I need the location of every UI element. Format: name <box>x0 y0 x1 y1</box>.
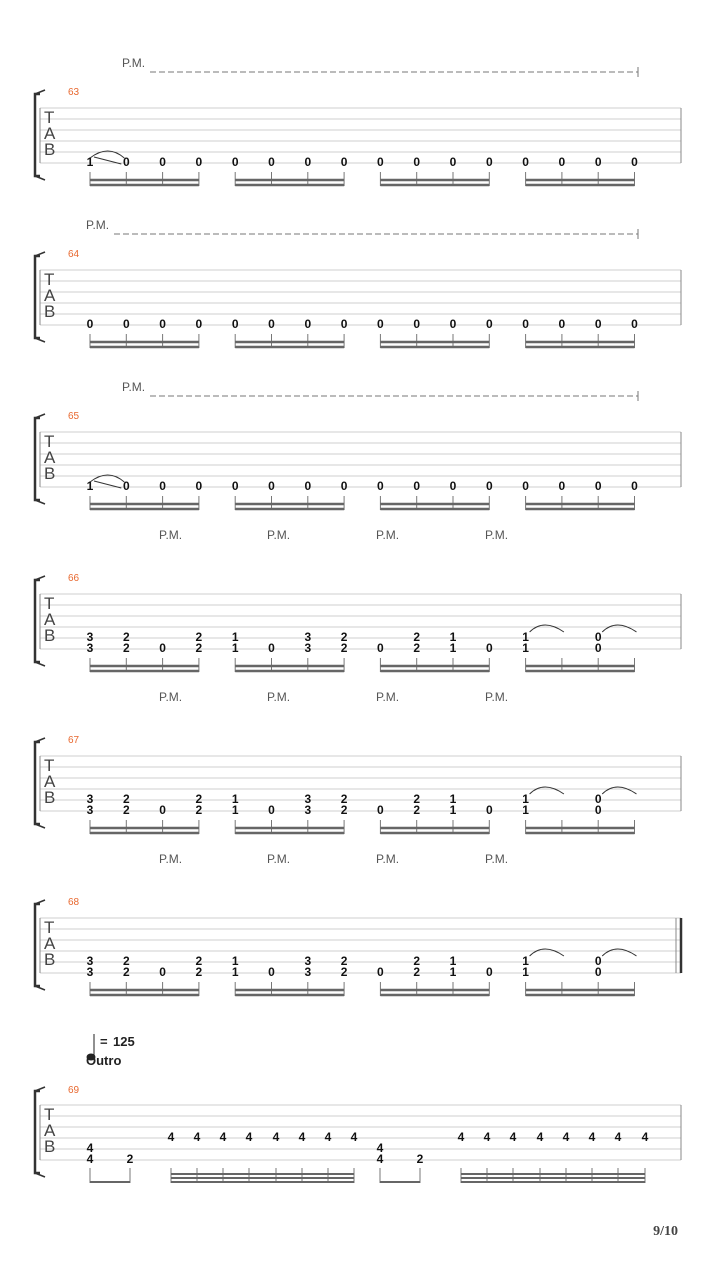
fret-number: 2 <box>340 954 348 968</box>
fret-number: 0 <box>122 155 130 169</box>
fret-number: 0 <box>413 155 421 169</box>
tie-arc <box>530 949 564 956</box>
fret-number: 2 <box>413 954 421 968</box>
tab-clef-letter: B <box>44 464 56 483</box>
fret-number: 2 <box>122 630 130 644</box>
fret-number: 1 <box>522 792 529 806</box>
fret-number: 2 <box>195 630 203 644</box>
fret-number: 2 <box>195 641 203 655</box>
fret-number: 3 <box>304 954 312 968</box>
tab-system <box>35 690 681 834</box>
bar-number: 69 <box>68 1085 80 1096</box>
fret-number: 0 <box>413 479 421 493</box>
fret-number: 0 <box>594 965 602 979</box>
fret-number: 4 <box>614 1130 622 1144</box>
fret-number: 0 <box>159 641 166 655</box>
fret-number: 0 <box>594 641 602 655</box>
tab-clef-letter: T <box>44 432 55 451</box>
fret-number: 4 <box>86 1152 94 1166</box>
fret-number: 4 <box>588 1130 596 1144</box>
bar-number: 65 <box>68 411 80 422</box>
tab-systems <box>35 56 681 996</box>
tab-system <box>35 218 681 348</box>
fret-number: 4 <box>167 1130 175 1144</box>
bar-number: 66 <box>68 573 80 584</box>
fret-number: 0 <box>449 317 457 331</box>
fret-number: 3 <box>304 965 312 979</box>
tab-clef-letter: B <box>44 626 56 645</box>
tab-clef-letter: T <box>44 1105 55 1124</box>
fret-number: 4 <box>298 1130 306 1144</box>
fret-number: 0 <box>231 479 239 493</box>
fret-number: 0 <box>340 479 348 493</box>
fret-number: 4 <box>193 1130 201 1144</box>
fret-number: 1 <box>449 803 457 817</box>
fret-number: 1 <box>522 954 529 968</box>
fret-number: 0 <box>195 479 203 493</box>
fret-number: 0 <box>485 803 493 817</box>
fret-number: 0 <box>522 317 529 331</box>
palm-mute-label: P.M. <box>376 852 400 866</box>
fret-number: 2 <box>122 803 130 817</box>
fret-number: 0 <box>304 155 312 169</box>
tab-clef-letter: A <box>44 610 56 629</box>
fret-number: 1 <box>449 641 457 655</box>
palm-mute-label: P.M. <box>376 528 400 542</box>
fret-number: 1 <box>231 630 239 644</box>
tab-clef-letter: B <box>44 788 56 807</box>
tab-clef-letter: T <box>44 108 55 127</box>
palm-mute-label: P.M. <box>267 690 291 704</box>
fret-number: 0 <box>558 317 566 331</box>
fret-number: 2 <box>340 792 348 806</box>
fret-number: 0 <box>485 317 493 331</box>
tab-system <box>35 56 681 186</box>
tab-clef-letter: A <box>44 772 56 791</box>
palm-mute-label: P.M. <box>267 852 291 866</box>
fret-number: 1 <box>449 965 457 979</box>
fret-number: 4 <box>641 1130 649 1144</box>
fret-number: 4 <box>350 1130 358 1144</box>
fret-number: 0 <box>159 803 166 817</box>
fret-number: 3 <box>304 630 312 644</box>
fret-number: 3 <box>86 641 94 655</box>
fret-number: 0 <box>159 155 166 169</box>
palm-mute-label: P.M. <box>376 690 400 704</box>
fret-number: 0 <box>522 479 529 493</box>
palm-mute-label: P.M. <box>122 380 146 394</box>
bar-number: 64 <box>68 249 80 260</box>
fret-number: 0 <box>594 630 602 644</box>
fret-number: 2 <box>195 803 203 817</box>
fret-number: 3 <box>304 641 312 655</box>
fret-number: 1 <box>522 630 529 644</box>
tempo-value: 125 <box>113 1034 135 1049</box>
tab-clef-letter: B <box>44 302 56 321</box>
palm-mute-label: P.M. <box>122 56 146 70</box>
tab-clef-letter: A <box>44 448 56 467</box>
fret-number: 4 <box>86 1141 94 1155</box>
fret-number: 2 <box>413 792 421 806</box>
fret-number: 0 <box>195 155 203 169</box>
fret-number: 0 <box>159 965 166 979</box>
fret-number: 0 <box>122 317 130 331</box>
fret-number: 0 <box>522 155 529 169</box>
fret-number: 1 <box>522 803 529 817</box>
fret-number: 2 <box>122 641 130 655</box>
fret-number: 2 <box>122 965 130 979</box>
fret-number: 0 <box>268 479 275 493</box>
palm-mute-label: P.M. <box>485 852 509 866</box>
bar-number: 63 <box>68 87 80 98</box>
fret-number: 2 <box>340 965 348 979</box>
tab-clef-letter: B <box>44 950 56 969</box>
bar-number: 68 <box>68 897 80 908</box>
fret-number: 0 <box>594 317 602 331</box>
fret-number: 4 <box>376 1152 384 1166</box>
fret-number: 1 <box>86 155 94 169</box>
fret-number: 4 <box>219 1130 227 1144</box>
fret-number: 2 <box>413 641 421 655</box>
fret-number: 0 <box>340 317 348 331</box>
fret-number: 2 <box>340 803 348 817</box>
fret-number: 2 <box>122 954 130 968</box>
tie-arc <box>602 949 636 956</box>
fret-number: 4 <box>536 1130 544 1144</box>
fret-number: 4 <box>457 1130 465 1144</box>
palm-mute-label: P.M. <box>159 528 183 542</box>
palm-mute-label: P.M. <box>267 528 291 542</box>
fret-number: 0 <box>377 479 384 493</box>
fret-number: 4 <box>483 1130 491 1144</box>
tab-system <box>35 380 681 510</box>
fret-number: 2 <box>340 641 348 655</box>
tab-clef-letter: T <box>44 270 55 289</box>
fret-number: 1 <box>522 641 529 655</box>
fret-number: 0 <box>304 317 312 331</box>
fret-number: 0 <box>268 803 275 817</box>
palm-mute-label: P.M. <box>86 218 110 232</box>
page-number: 9/10 <box>653 1224 678 1239</box>
fret-number: 4 <box>245 1130 253 1144</box>
fret-number: 2 <box>413 630 421 644</box>
fret-number: 0 <box>631 317 638 331</box>
fret-number: 4 <box>376 1141 384 1155</box>
palm-mute-label: P.M. <box>159 852 183 866</box>
fret-number: 0 <box>631 155 638 169</box>
fret-number: 1 <box>231 792 239 806</box>
bar-number: 67 <box>68 735 80 746</box>
fret-number: 0 <box>159 479 166 493</box>
fret-number: 2 <box>126 1152 134 1166</box>
fret-number: 4 <box>562 1130 570 1144</box>
fret-number: 0 <box>594 155 602 169</box>
fret-number: 0 <box>340 155 348 169</box>
fret-number: 0 <box>377 641 384 655</box>
fret-number: 2 <box>195 792 203 806</box>
fret-number: 1 <box>449 630 457 644</box>
tie-arc <box>602 625 636 632</box>
fret-number: 0 <box>485 479 493 493</box>
tab-clef-letter: A <box>44 934 56 953</box>
fret-number: 0 <box>268 641 275 655</box>
fret-number: 0 <box>449 479 457 493</box>
fret-number: 0 <box>377 965 384 979</box>
tie-arc <box>530 625 564 632</box>
fret-number: 0 <box>268 317 275 331</box>
fret-number: 0 <box>631 479 638 493</box>
fret-number: 0 <box>558 155 566 169</box>
section-label: Outro <box>86 1053 122 1068</box>
fret-number: 0 <box>594 792 602 806</box>
fret-number: 1 <box>231 965 239 979</box>
fret-number: 0 <box>159 317 166 331</box>
fret-number: 3 <box>86 792 94 806</box>
fret-number: 2 <box>195 954 203 968</box>
palm-mute-label: P.M. <box>159 690 183 704</box>
fret-number: 3 <box>304 803 312 817</box>
fret-number: 0 <box>485 641 493 655</box>
tab-clef-letter: T <box>44 594 55 613</box>
fret-number: 3 <box>86 803 94 817</box>
fret-number: 2 <box>122 792 130 806</box>
fret-number: 0 <box>594 479 602 493</box>
fret-number: 4 <box>324 1130 332 1144</box>
fret-number: 0 <box>485 155 493 169</box>
fret-number: 2 <box>340 630 348 644</box>
fret-number: 2 <box>413 965 421 979</box>
fret-number: 0 <box>231 317 239 331</box>
fret-number: 1 <box>522 965 529 979</box>
fret-number: 0 <box>594 954 602 968</box>
tempo-equals: = <box>100 1034 108 1049</box>
fret-number: 4 <box>272 1130 280 1144</box>
tie-arc <box>602 787 636 794</box>
outro-system <box>35 1085 681 1183</box>
fret-number: 1 <box>231 803 239 817</box>
fret-number: 0 <box>304 479 312 493</box>
fret-number: 0 <box>377 155 384 169</box>
fret-number: 0 <box>231 155 239 169</box>
fret-number: 2 <box>195 965 203 979</box>
fret-number: 3 <box>86 965 94 979</box>
tab-clef-letter: B <box>44 1137 56 1156</box>
tab-clef-letter: A <box>44 124 56 143</box>
fret-number: 1 <box>449 792 457 806</box>
palm-mute-label: P.M. <box>485 528 509 542</box>
palm-mute-label: P.M. <box>485 690 509 704</box>
fret-number: 0 <box>86 317 94 331</box>
fret-number: 1 <box>231 641 239 655</box>
tab-clef-letter: B <box>44 140 56 159</box>
fret-number: 3 <box>304 792 312 806</box>
fret-number: 0 <box>594 803 602 817</box>
fret-number: 4 <box>509 1130 517 1144</box>
fret-number: 1 <box>86 479 94 493</box>
fret-number: 3 <box>86 954 94 968</box>
tab-system <box>35 528 681 672</box>
fret-number: 0 <box>377 317 384 331</box>
fret-number: 2 <box>416 1152 424 1166</box>
fret-number: 0 <box>195 317 203 331</box>
fret-number: 0 <box>558 479 566 493</box>
tab-clef-letter: T <box>44 918 55 937</box>
tab-clef-letter: T <box>44 756 55 775</box>
tab-system <box>35 852 681 996</box>
fret-number: 0 <box>449 155 457 169</box>
fret-number: 1 <box>449 954 457 968</box>
fret-number: 0 <box>413 317 421 331</box>
fret-number: 2 <box>413 803 421 817</box>
fret-number: 0 <box>377 803 384 817</box>
fret-number: 3 <box>86 630 94 644</box>
tab-clef-letter: A <box>44 286 56 305</box>
fret-number: 0 <box>268 965 275 979</box>
fret-number: 1 <box>231 954 239 968</box>
tab-clef-letter: A <box>44 1121 56 1140</box>
fret-number: 0 <box>485 965 493 979</box>
tie-arc <box>530 787 564 794</box>
fret-number: 0 <box>268 155 275 169</box>
fret-number: 0 <box>122 479 130 493</box>
